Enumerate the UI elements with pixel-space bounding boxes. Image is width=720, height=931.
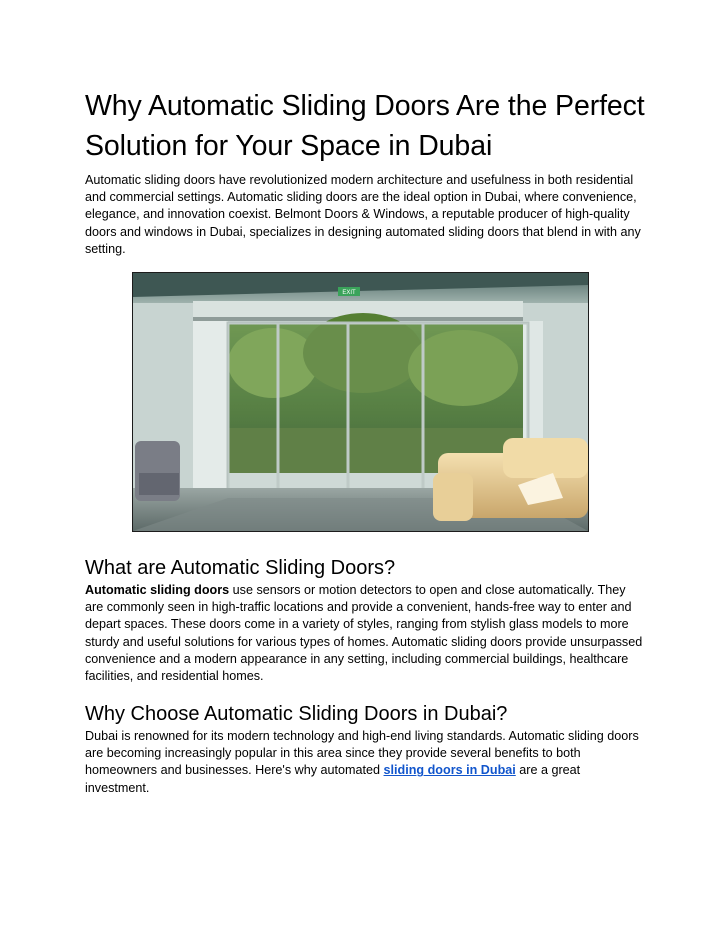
paragraph-text: use sensors or motion detectors to open and close automatically. They are commonly seen in high-traffic locations and provide a convenient, hands-free way to enter and depart spaces. These doors come in a variety of styles, ranging from stylish glass models to more sturdy and useful solutions for various types of homes. Automatic sliding doors provide unsurpassed convenience and a modern appearance in any setting, including commercial buildings, healthcare facilities, and residential homes.: [85, 583, 643, 684]
section-paragraph: [85, 728, 645, 797]
section-paragraph: [85, 582, 645, 685]
section-heading: Why Choose Automatic Sliding Doors in Dubai?: [85, 703, 508, 725]
sliding-doors-dubai-link[interactable]: sliding doors in Dubai: [383, 763, 516, 778]
section-why-choose: [85, 702, 645, 797]
document-body: [85, 86, 645, 258]
paragraph-text-end: are a great investment.: [85, 763, 581, 795]
bold-lead: Automatic sliding doors: [85, 583, 230, 597]
section-heading: What are Automatic Sliding Doors?: [85, 557, 396, 579]
sliding-door-photo: [132, 272, 589, 532]
intro-paragraph: Automatic sliding doors have revolutionized modern architecture and usefulness in both residential and commercial settings. Automatic sliding doors are the ideal option in Dubai, where convenience, elegance, and innovation coexist. Belmont Doors & Windows, a reputable producer of high-quality doors and windows in Dubai, specializes in designing automated sliding doors that blend in with any setting.: [85, 173, 641, 256]
page-title: Why Automatic Sliding Doors Are the Perfect Solution for Your Space in Dubai: [85, 90, 645, 162]
paragraph-text: Dubai is renowned for its modern technology and high-end living standards. Automatic sliding doors are becoming increasingly popular in this area since they provide several benefits to both homeowners and businesses. Here's why automated: [85, 729, 639, 778]
section-what-are: [85, 556, 645, 685]
exit-sign-text: EXIT: [342, 290, 356, 296]
